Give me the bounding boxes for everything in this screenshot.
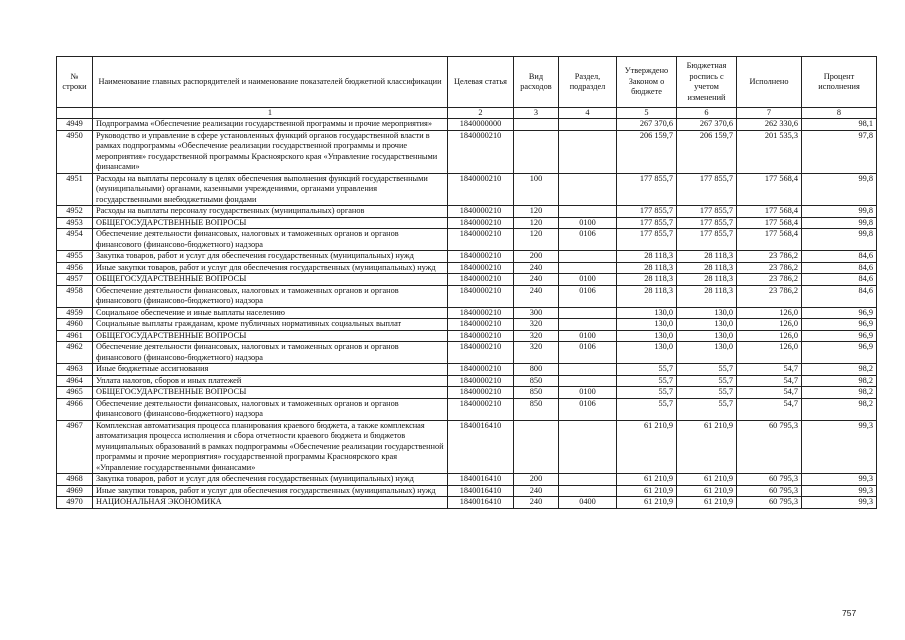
expense-type-cell	[514, 119, 559, 131]
executed-amount-cell: 60 795,3	[737, 474, 802, 486]
approved-amount-cell: 55,7	[617, 364, 677, 376]
target-article-cell: 1840000210	[448, 319, 514, 331]
percent-cell: 99,3	[802, 474, 877, 486]
section-cell	[559, 262, 617, 274]
header-exp-type: Вид расходов	[514, 57, 559, 108]
row-name-cell: Комплексная автоматизация процесса планирования краевого бюджета, а также комплексная автоматизация процесса исполнения и сбора отчетности краевого бюджета и бюджетов муниципальных образований в рамках подпрограммы «Обеспечение реализации государственной программы и прочие мероприятия» государственной программы Красноярского края «Управление государственными финансами»	[93, 420, 448, 474]
table-row	[57, 420, 877, 474]
target-article-cell: 1840016410	[448, 485, 514, 497]
row-name-cell: Подпрограмма «Обеспечение реализации государственной программы и прочие мероприятия»	[93, 119, 448, 131]
table-row	[57, 319, 877, 331]
target-article-cell: 1840000210	[448, 342, 514, 364]
target-article-cell: 1840016410	[448, 497, 514, 509]
expense-type-cell: 850	[514, 387, 559, 399]
section-cell	[559, 485, 617, 497]
section-cell	[559, 364, 617, 376]
target-article-cell: 1840000000	[448, 119, 514, 131]
section-cell	[559, 420, 617, 474]
row-name-cell: Социальное обеспечение и иные выплаты населению	[93, 307, 448, 319]
row-name-cell: Расходы на выплаты персоналу в целях обеспечения выполнения функций государственными (муниципальными) органами, казенными учреждениями, органами управления государственными внебюджетными фондами	[93, 173, 448, 206]
row-name-cell: Иные закупки товаров, работ и услуг для обеспечения государственных (муниципальных) нужд	[93, 262, 448, 274]
row-number-cell: 4969	[57, 485, 93, 497]
row-number-cell: 4951	[57, 173, 93, 206]
expense-type-cell	[514, 420, 559, 474]
executed-amount-cell: 54,7	[737, 387, 802, 399]
column-number: 3	[514, 108, 559, 119]
budget-amount-cell: 130,0	[677, 307, 737, 319]
budget-amount-cell: 177 855,7	[677, 229, 737, 251]
budget-amount-cell: 130,0	[677, 319, 737, 331]
target-article-cell: 1840000210	[448, 274, 514, 286]
expense-type-cell: 850	[514, 375, 559, 387]
section-cell	[559, 474, 617, 486]
approved-amount-cell: 130,0	[617, 319, 677, 331]
executed-amount-cell: 54,7	[737, 364, 802, 376]
budget-amount-cell: 28 118,3	[677, 285, 737, 307]
section-cell	[559, 206, 617, 218]
percent-cell: 84,6	[802, 251, 877, 263]
row-number-cell: 4952	[57, 206, 93, 218]
row-number-cell: 4956	[57, 262, 93, 274]
table-row	[57, 119, 877, 131]
target-article-cell: 1840000210	[448, 173, 514, 206]
percent-cell: 96,9	[802, 330, 877, 342]
header-budget: Бюджетная роспись с учетом изменений	[677, 57, 737, 108]
table-row	[57, 375, 877, 387]
expense-type-cell: 320	[514, 342, 559, 364]
approved-amount-cell: 177 855,7	[617, 206, 677, 218]
executed-amount-cell: 54,7	[737, 398, 802, 420]
percent-cell: 96,9	[802, 307, 877, 319]
column-number: 6	[677, 108, 737, 119]
row-name-cell: ОБЩЕГОСУДАРСТВЕННЫЕ ВОПРОСЫ	[93, 217, 448, 229]
row-number-cell: 4968	[57, 474, 93, 486]
row-number-cell: 4966	[57, 398, 93, 420]
expense-type-cell: 120	[514, 217, 559, 229]
percent-cell: 99,8	[802, 206, 877, 218]
executed-amount-cell: 126,0	[737, 319, 802, 331]
row-number-cell: 4963	[57, 364, 93, 376]
section-cell: 0100	[559, 330, 617, 342]
target-article-cell: 1840000210	[448, 307, 514, 319]
row-number-cell: 4955	[57, 251, 93, 263]
executed-amount-cell: 177 568,4	[737, 217, 802, 229]
executed-amount-cell: 60 795,3	[737, 420, 802, 474]
executed-amount-cell: 54,7	[737, 375, 802, 387]
executed-amount-cell: 60 795,3	[737, 497, 802, 509]
approved-amount-cell: 28 118,3	[617, 262, 677, 274]
section-cell: 0106	[559, 398, 617, 420]
expense-type-cell: 850	[514, 398, 559, 420]
expense-type-cell: 120	[514, 229, 559, 251]
percent-cell: 84,6	[802, 274, 877, 286]
executed-amount-cell: 201 535,3	[737, 130, 802, 173]
percent-cell: 98,2	[802, 364, 877, 376]
budget-amount-cell: 206 159,7	[677, 130, 737, 173]
budget-amount-cell: 28 118,3	[677, 274, 737, 286]
row-number-cell: 4959	[57, 307, 93, 319]
target-article-cell: 1840016410	[448, 420, 514, 474]
executed-amount-cell: 60 795,3	[737, 485, 802, 497]
budget-amount-cell: 55,7	[677, 387, 737, 399]
section-cell	[559, 130, 617, 173]
executed-amount-cell: 177 568,4	[737, 229, 802, 251]
budget-table	[56, 56, 877, 509]
table-row	[57, 274, 877, 286]
table-row	[57, 173, 877, 206]
approved-amount-cell: 61 210,9	[617, 474, 677, 486]
expense-type-cell: 800	[514, 364, 559, 376]
executed-amount-cell: 126,0	[737, 342, 802, 364]
percent-cell: 99,3	[802, 485, 877, 497]
budget-amount-cell: 55,7	[677, 398, 737, 420]
row-name-cell: Иные бюджетные ассигнования	[93, 364, 448, 376]
section-cell: 0106	[559, 229, 617, 251]
row-number-cell: 4964	[57, 375, 93, 387]
percent-cell: 99,8	[802, 217, 877, 229]
percent-cell: 99,8	[802, 173, 877, 206]
executed-amount-cell: 126,0	[737, 330, 802, 342]
executed-amount-cell: 177 568,4	[737, 206, 802, 218]
approved-amount-cell: 28 118,3	[617, 285, 677, 307]
row-name-cell: Социальные выплаты гражданам, кроме публичных нормативных социальных выплат	[93, 319, 448, 331]
approved-amount-cell: 177 855,7	[617, 173, 677, 206]
approved-amount-cell: 130,0	[617, 342, 677, 364]
percent-cell: 98,2	[802, 375, 877, 387]
column-number: 2	[448, 108, 514, 119]
section-cell: 0100	[559, 274, 617, 286]
table-row	[57, 485, 877, 497]
expense-type-cell: 240	[514, 485, 559, 497]
column-number: 4	[559, 108, 617, 119]
header-approved: Утверждено Законом о бюджете	[617, 57, 677, 108]
section-cell	[559, 119, 617, 131]
row-number-cell: 4949	[57, 119, 93, 131]
percent-cell: 84,6	[802, 285, 877, 307]
executed-amount-cell: 177 568,4	[737, 173, 802, 206]
table-row	[57, 262, 877, 274]
percent-cell: 98,1	[802, 119, 877, 131]
row-name-cell: Руководство и управление в сфере установленных функций органов государственной власти в рамках подпрограммы «Обеспечение реализации государственной программы и прочие мероприятия» государственной программы Красноярского края «Управление государственными финансами»	[93, 130, 448, 173]
row-name-cell: Обеспечение деятельности финансовых, налоговых и таможенных органов и органов финансового (финансово-бюджетного) надзора	[93, 398, 448, 420]
target-article-cell: 1840000210	[448, 364, 514, 376]
approved-amount-cell: 61 210,9	[617, 497, 677, 509]
budget-amount-cell: 61 210,9	[677, 420, 737, 474]
approved-amount-cell: 177 855,7	[617, 217, 677, 229]
section-cell: 0100	[559, 387, 617, 399]
budget-amount-cell: 177 855,7	[677, 206, 737, 218]
table-row	[57, 364, 877, 376]
row-name-cell: Уплата налогов, сборов и иных платежей	[93, 375, 448, 387]
header-executed: Исполнено	[737, 57, 802, 108]
column-numbers-row	[57, 108, 877, 119]
target-article-cell: 1840000210	[448, 398, 514, 420]
target-article-cell: 1840016410	[448, 474, 514, 486]
table-row	[57, 307, 877, 319]
expense-type-cell	[514, 130, 559, 173]
expense-type-cell: 240	[514, 274, 559, 286]
approved-amount-cell: 55,7	[617, 398, 677, 420]
row-number-cell: 4953	[57, 217, 93, 229]
section-cell: 0106	[559, 342, 617, 364]
expense-type-cell: 320	[514, 319, 559, 331]
approved-amount-cell: 55,7	[617, 375, 677, 387]
expense-type-cell: 120	[514, 206, 559, 218]
expense-type-cell: 320	[514, 330, 559, 342]
executed-amount-cell: 126,0	[737, 307, 802, 319]
percent-cell: 98,2	[802, 398, 877, 420]
row-number-cell: 4962	[57, 342, 93, 364]
budget-amount-cell: 130,0	[677, 330, 737, 342]
table-row	[57, 217, 877, 229]
column-number-blank	[57, 108, 93, 119]
table-row	[57, 130, 877, 173]
row-name-cell: ОБЩЕГОСУДАРСТВЕННЫЕ ВОПРОСЫ	[93, 387, 448, 399]
approved-amount-cell: 61 210,9	[617, 420, 677, 474]
row-name-cell: НАЦИОНАЛЬНАЯ ЭКОНОМИКА	[93, 497, 448, 509]
row-name-cell: Обеспечение деятельности финансовых, налоговых и таможенных органов и органов финансового (финансово-бюджетного) надзора	[93, 342, 448, 364]
budget-amount-cell: 61 210,9	[677, 497, 737, 509]
row-number-cell: 4960	[57, 319, 93, 331]
expense-type-cell: 100	[514, 173, 559, 206]
table-row	[57, 229, 877, 251]
budget-amount-cell: 28 118,3	[677, 251, 737, 263]
header-row-no: № строки	[57, 57, 93, 108]
approved-amount-cell: 130,0	[617, 307, 677, 319]
row-name-cell: ОБЩЕГОСУДАРСТВЕННЫЕ ВОПРОСЫ	[93, 330, 448, 342]
header-percent: Процент исполнения	[802, 57, 877, 108]
budget-amount-cell: 177 855,7	[677, 217, 737, 229]
table-row	[57, 285, 877, 307]
row-name-cell: Иные закупки товаров, работ и услуг для обеспечения государственных (муниципальных) нужд	[93, 485, 448, 497]
row-name-cell: Обеспечение деятельности финансовых, налоговых и таможенных органов и органов финансового (финансово-бюджетного) надзора	[93, 229, 448, 251]
row-number-cell: 4965	[57, 387, 93, 399]
target-article-cell: 1840000210	[448, 262, 514, 274]
target-article-cell: 1840000210	[448, 206, 514, 218]
section-cell	[559, 173, 617, 206]
target-article-cell: 1840000210	[448, 285, 514, 307]
approved-amount-cell: 267 370,6	[617, 119, 677, 131]
percent-cell: 99,3	[802, 420, 877, 474]
target-article-cell: 1840000210	[448, 251, 514, 263]
column-number: 7	[737, 108, 802, 119]
budget-amount-cell: 55,7	[677, 375, 737, 387]
expense-type-cell: 240	[514, 497, 559, 509]
table-row	[57, 342, 877, 364]
column-number: 5	[617, 108, 677, 119]
row-number-cell: 4967	[57, 420, 93, 474]
column-number: 1	[93, 108, 448, 119]
expense-type-cell: 200	[514, 474, 559, 486]
percent-cell: 96,9	[802, 319, 877, 331]
expense-type-cell: 200	[514, 251, 559, 263]
approved-amount-cell: 206 159,7	[617, 130, 677, 173]
table-row	[57, 497, 877, 509]
percent-cell: 84,6	[802, 262, 877, 274]
table-row	[57, 398, 877, 420]
row-name-cell: ОБЩЕГОСУДАРСТВЕННЫЕ ВОПРОСЫ	[93, 274, 448, 286]
page-number: 757	[842, 608, 857, 618]
target-article-cell: 1840000210	[448, 330, 514, 342]
row-number-cell: 4961	[57, 330, 93, 342]
header-name: Наименование главных распорядителей и наименование показателей бюджетной классификации	[93, 57, 448, 108]
header-target: Целевая статья	[448, 57, 514, 108]
target-article-cell: 1840000210	[448, 387, 514, 399]
executed-amount-cell: 23 786,2	[737, 274, 802, 286]
percent-cell: 99,8	[802, 229, 877, 251]
target-article-cell: 1840000210	[448, 217, 514, 229]
row-number-cell: 4958	[57, 285, 93, 307]
percent-cell: 99,3	[802, 497, 877, 509]
section-cell	[559, 307, 617, 319]
row-number-cell: 4957	[57, 274, 93, 286]
approved-amount-cell: 130,0	[617, 330, 677, 342]
budget-amount-cell: 267 370,6	[677, 119, 737, 131]
budget-amount-cell: 177 855,7	[677, 173, 737, 206]
section-cell	[559, 375, 617, 387]
budget-amount-cell: 55,7	[677, 364, 737, 376]
row-number-cell: 4970	[57, 497, 93, 509]
header-section: Раздел, подраздел	[559, 57, 617, 108]
approved-amount-cell: 28 118,3	[617, 251, 677, 263]
budget-amount-cell: 28 118,3	[677, 262, 737, 274]
table-row	[57, 387, 877, 399]
approved-amount-cell: 61 210,9	[617, 485, 677, 497]
executed-amount-cell: 262 330,6	[737, 119, 802, 131]
approved-amount-cell: 55,7	[617, 387, 677, 399]
executed-amount-cell: 23 786,2	[737, 262, 802, 274]
row-name-cell: Обеспечение деятельности финансовых, налоговых и таможенных органов и органов финансового (финансово-бюджетного) надзора	[93, 285, 448, 307]
approved-amount-cell: 177 855,7	[617, 229, 677, 251]
approved-amount-cell: 28 118,3	[617, 274, 677, 286]
section-cell	[559, 319, 617, 331]
row-number-cell: 4950	[57, 130, 93, 173]
target-article-cell: 1840000210	[448, 375, 514, 387]
table-row	[57, 330, 877, 342]
expense-type-cell: 240	[514, 285, 559, 307]
table-row	[57, 474, 877, 486]
percent-cell: 96,9	[802, 342, 877, 364]
section-cell: 0100	[559, 217, 617, 229]
budget-amount-cell: 61 210,9	[677, 485, 737, 497]
executed-amount-cell: 23 786,2	[737, 251, 802, 263]
row-name-cell: Закупка товаров, работ и услуг для обеспечения государственных (муниципальных) нужд	[93, 251, 448, 263]
table-row	[57, 206, 877, 218]
section-cell	[559, 251, 617, 263]
section-cell: 0400	[559, 497, 617, 509]
budget-amount-cell: 61 210,9	[677, 474, 737, 486]
target-article-cell: 1840000210	[448, 229, 514, 251]
percent-cell: 98,2	[802, 387, 877, 399]
table-row	[57, 251, 877, 263]
column-number: 8	[802, 108, 877, 119]
section-cell: 0106	[559, 285, 617, 307]
executed-amount-cell: 23 786,2	[737, 285, 802, 307]
percent-cell: 97,8	[802, 130, 877, 173]
row-name-cell: Закупка товаров, работ и услуг для обеспечения государственных (муниципальных) нужд	[93, 474, 448, 486]
budget-amount-cell: 130,0	[677, 342, 737, 364]
expense-type-cell: 300	[514, 307, 559, 319]
header-row	[57, 57, 877, 108]
target-article-cell: 1840000210	[448, 130, 514, 173]
row-number-cell: 4954	[57, 229, 93, 251]
expense-type-cell: 240	[514, 262, 559, 274]
row-name-cell: Расходы на выплаты персоналу государственных (муниципальных) органов	[93, 206, 448, 218]
